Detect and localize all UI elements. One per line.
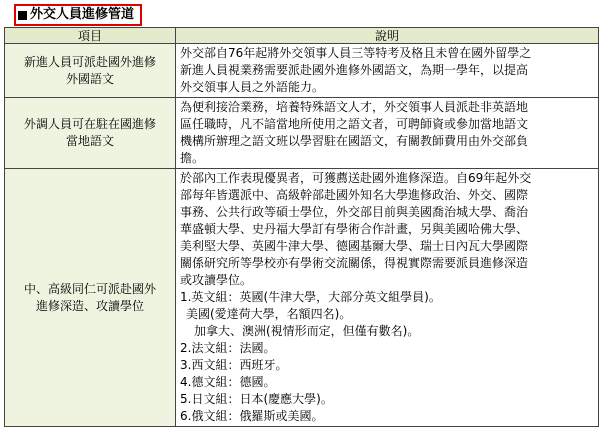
table-row xyxy=(5,169,599,427)
label-line: 當地語文 xyxy=(65,134,114,148)
desc-line: 關係研究所等學校亦有學術交流關係，得視實際需要派員進修深造 xyxy=(180,256,529,270)
table-header-row xyxy=(5,28,599,44)
training-channels-table xyxy=(4,27,599,427)
column-header-description: 說明 xyxy=(176,28,599,44)
label-line: 進修深造、攻讀學位 xyxy=(35,298,144,313)
desc-line: 加拿大、澳洲(視情形而定，但僅有數名)。 xyxy=(194,324,420,338)
bullet-square-icon xyxy=(18,11,27,20)
desc-line: 擔。 xyxy=(180,151,205,165)
desc-line: 2.法文組：法國。 xyxy=(180,341,276,355)
row-desc-posted-staff xyxy=(176,98,599,169)
desc-line: 事務、公共行政等碩士學位，外交部目前與美國喬治城大學、喬治 xyxy=(180,205,529,219)
row-desc-new-staff xyxy=(176,44,599,98)
desc-line: 新進人員視業務需要派赴國外進修外國語文，為期一學年，以提高 xyxy=(180,63,529,77)
label-line: 外國語文 xyxy=(65,71,114,86)
section-heading xyxy=(14,4,142,26)
row-desc-senior-staff xyxy=(176,169,599,427)
label-line: 中、高級同仁可派赴國外 xyxy=(23,281,156,296)
desc-line: 外交領事人員之外語能力。 xyxy=(180,80,325,94)
desc-line: 5.日文組：日本(慶應大學)。 xyxy=(180,392,333,406)
desc-line: 或攻讀學位。 xyxy=(180,273,253,287)
desc-line: 4.德文組：德國。 xyxy=(180,375,276,389)
desc-line: 為便利接洽業務，培養特殊語文人才，外交領事人員派赴非英語地 xyxy=(180,100,529,114)
desc-line: 美利堅大學、英國牛津大學、德國基爾大學、瑞士日內瓦大學國際 xyxy=(180,239,529,253)
desc-line: 部每年皆選派中、高級幹部赴國外知名大學進修政治、外交、國際 xyxy=(180,188,529,202)
desc-line: 於部內工作表現優異者，可獲薦送赴國外進修深造。自69年起外交 xyxy=(180,171,532,185)
desc-line: 1.英文組：英國(牛津大學，大部分英文組學員)。 xyxy=(180,290,441,304)
table-row xyxy=(5,98,599,169)
column-header-item: 項目 xyxy=(5,28,176,44)
desc-line: 美國(愛達荷大學，名額四名)。 xyxy=(186,307,352,321)
desc-line: 6.俄文組：俄羅斯或美國。 xyxy=(180,409,324,423)
desc-line: 3.西文組：西班牙。 xyxy=(180,358,288,372)
desc-line: 華盛頓大學、史丹福大學訂有學術合作計畫，另與美國哈佛大學、 xyxy=(180,222,529,236)
section-title: 外交人員進修管道 xyxy=(30,7,135,22)
row-label-posted-staff xyxy=(5,98,176,169)
row-label-new-staff xyxy=(5,44,176,98)
desc-line: 機構所辦理之語文班以學習駐在國語文，有關教師費用由外交部負 xyxy=(180,134,529,148)
desc-line: 區任職時，凡不諳當地所使用之語文者，可聘師資或參加當地語文 xyxy=(180,117,529,131)
row-label-senior-staff xyxy=(5,169,176,427)
label-line: 外調人員可在駐在國進修 xyxy=(23,117,156,131)
desc-line: 外交部自76年起將外交領事人員三等特考及格且未曾在國外留學之 xyxy=(180,46,532,60)
table-row xyxy=(5,44,599,98)
label-line: 新進人員可派赴國外進修 xyxy=(23,54,156,69)
